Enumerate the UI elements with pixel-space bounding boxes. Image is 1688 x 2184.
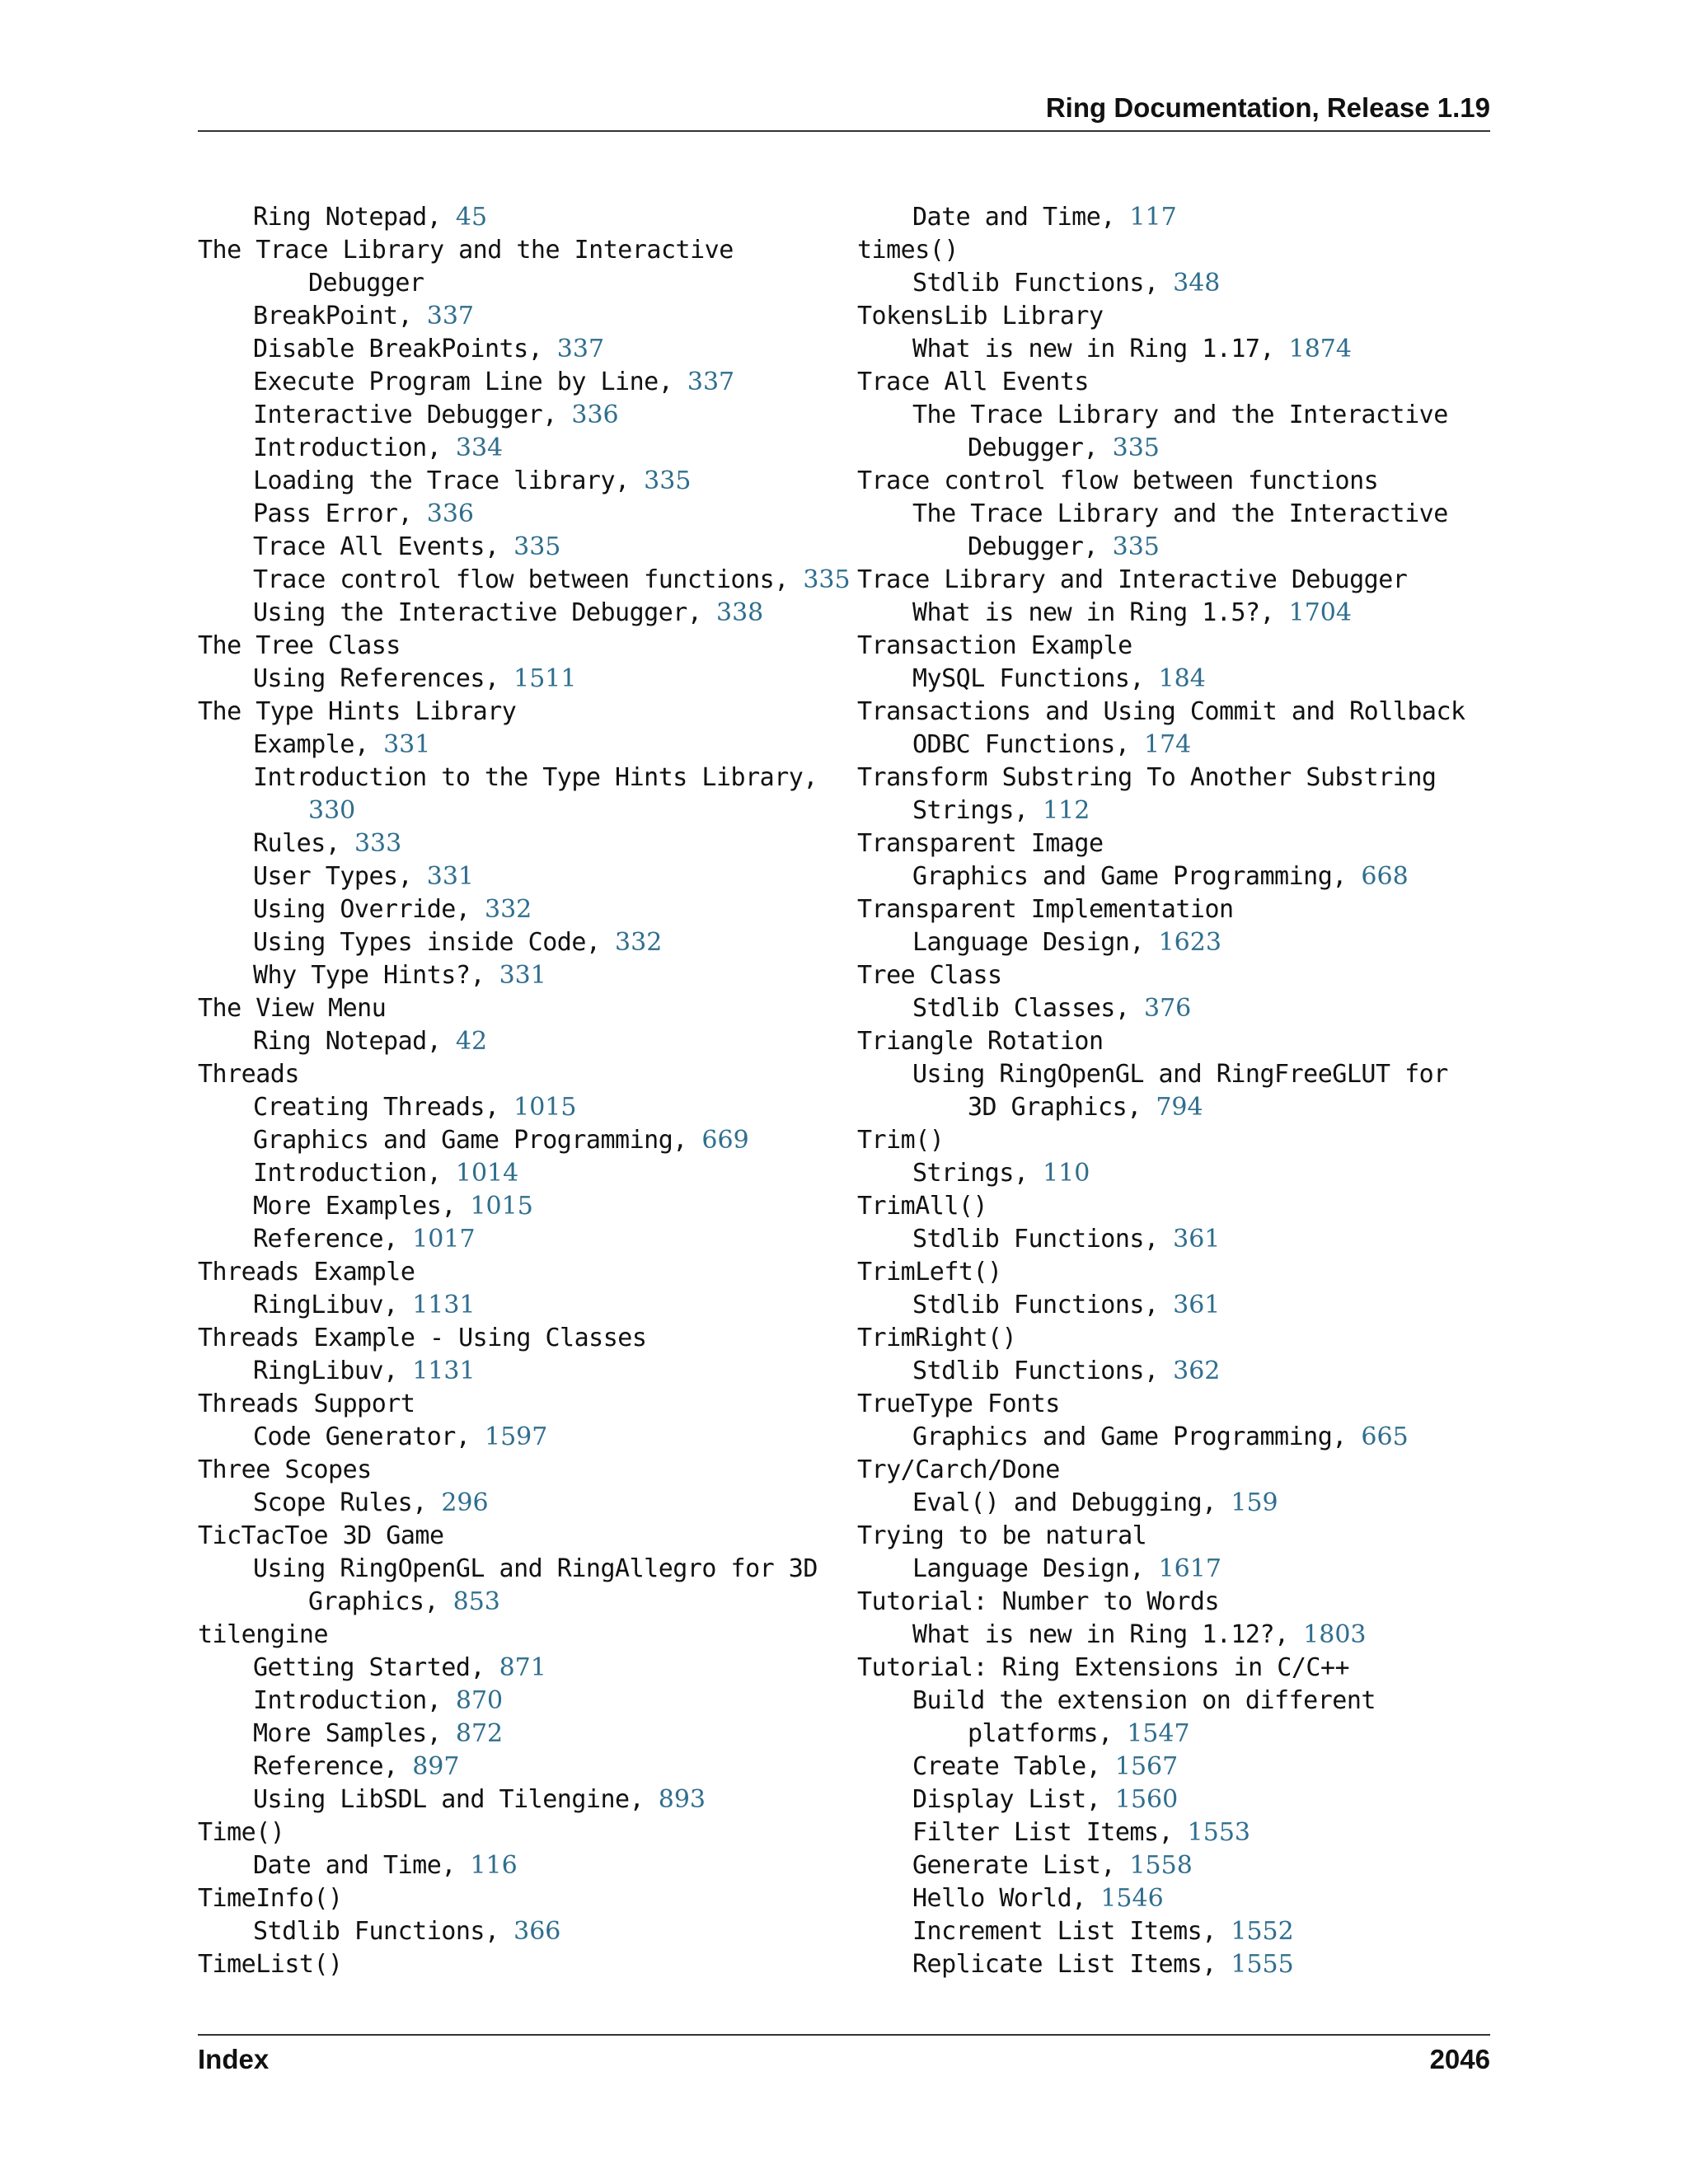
index-entry <box>857 1025 1500 1058</box>
index-subentry: RingLibuv, 1131 <box>253 1357 476 1385</box>
index-term: Triangle Rotation <box>857 1027 1104 1056</box>
index-term: Generate List <box>912 1851 1101 1880</box>
index-term: Date and Time <box>912 203 1101 232</box>
page-reference-link[interactable]: 296 <box>441 1488 489 1517</box>
index-entry-continuation <box>198 794 841 827</box>
index-column-left <box>198 201 851 1981</box>
index-entry <box>857 827 1500 860</box>
index-term: Tutorial: Ring Extensions in C/C++ <box>857 1653 1350 1682</box>
index-subentry: Date and Time, 117 <box>912 203 1177 232</box>
index-subentry: Loading the Trace library, 335 <box>253 466 692 495</box>
index-entry <box>857 1586 1500 1619</box>
index-term: Hello World <box>912 1884 1072 1913</box>
index-term: The Trace Library and the Interactive <box>912 499 1448 528</box>
index-term: Trace control flow between functions <box>857 466 1379 495</box>
page-reference-link[interactable]: 337 <box>687 368 735 396</box>
index-subentry: Code Generator, 1597 <box>253 1422 548 1451</box>
index-subentry: Graphics and Game Programming, 665 <box>912 1422 1409 1451</box>
index-subentry: Getting Started, 871 <box>253 1653 546 1682</box>
index-subentry: Using References, 1511 <box>253 664 577 693</box>
index-subentry: Graphics and Game Programming, 669 <box>253 1126 749 1155</box>
index-term: Threads Example - Using Classes <box>198 1324 647 1352</box>
index-entry-continuation <box>198 267 841 300</box>
page-reference-link[interactable]: 1547 <box>1127 1719 1190 1748</box>
index-entry <box>198 696 841 729</box>
index-subentry: Stdlib Functions, 362 <box>912 1357 1221 1385</box>
page-header-title: Ring Documentation, Release 1.19 <box>1045 92 1490 123</box>
index-entry <box>857 564 1500 597</box>
index-term: Tree Class <box>857 961 1002 990</box>
index-term: What is new in Ring 1.12? <box>912 1620 1275 1649</box>
index-entry <box>198 234 841 267</box>
index-term: Example <box>253 730 354 759</box>
page-reference-link[interactable]: 1015 <box>513 1093 577 1122</box>
index-subentry <box>857 1685 1500 1718</box>
page-reference-link[interactable]: 336 <box>571 401 619 429</box>
index-term: Transaction Example <box>857 631 1132 660</box>
index-term: Stdlib Functions <box>912 1225 1144 1254</box>
index-term: Ring Notepad <box>253 1027 427 1056</box>
index-subentry: Pass Error, 336 <box>253 499 475 528</box>
page-reference-link[interactable]: 376 <box>1144 994 1192 1023</box>
index-subentry: BreakPoint, 337 <box>253 302 475 330</box>
footer-divider <box>198 2034 1490 2036</box>
index-entry <box>857 696 1500 729</box>
index-term: Trying to be natural <box>857 1521 1147 1550</box>
index-term: Graphics <box>308 1587 424 1616</box>
page-reference-link[interactable]: 335 <box>1112 532 1160 561</box>
index-term: Using RingOpenGL and RingAllegro for 3D <box>253 1554 818 1583</box>
page-reference-link[interactable]: 897 <box>412 1752 460 1781</box>
index-subentry: Disable BreakPoints, 337 <box>253 335 605 363</box>
index-term: Reference <box>253 1752 384 1781</box>
index-term: The Trace Library and the Interactive <box>912 401 1448 429</box>
page-reference-link[interactable]: 1017 <box>412 1225 476 1254</box>
page-reference-link[interactable]: 361 <box>1173 1225 1221 1254</box>
index-subentry: Display List, 1560 <box>912 1785 1179 1814</box>
index-subentry: Language Design, 1617 <box>912 1554 1221 1583</box>
index-term: Strings <box>912 796 1014 825</box>
index-term: Debugger <box>968 532 1084 561</box>
page-reference-link[interactable]: 116 <box>470 1851 518 1880</box>
index-term: Introduction <box>253 434 427 462</box>
index-term: TokensLib Library <box>857 302 1104 330</box>
index-term: 3D Graphics <box>968 1093 1128 1122</box>
page-reference-link[interactable]: 330 <box>308 796 356 825</box>
index-term: BreakPoint <box>253 302 398 330</box>
page-reference-link[interactable]: 668 <box>1361 862 1409 891</box>
index-term: platforms <box>968 1719 1099 1748</box>
page-reference-link[interactable]: 332 <box>615 928 663 957</box>
index-entry <box>198 1256 841 1289</box>
page-reference-link[interactable]: 335 <box>644 466 692 495</box>
index-subentry: More Samples, 872 <box>253 1719 504 1748</box>
index-term: Ring Notepad <box>253 203 427 232</box>
index-term: Using References <box>253 664 485 693</box>
index-term: Build the extension on different <box>912 1686 1376 1715</box>
page-reference-link[interactable]: 665 <box>1361 1422 1409 1451</box>
index-term: Trace Library and Interactive Debugger <box>857 565 1408 594</box>
footer-section-label: Index <box>198 2044 270 2074</box>
page-reference-link[interactable]: 1555 <box>1231 1950 1294 1979</box>
index-subentry <box>198 762 841 794</box>
index-term: The Trace Library and the Interactive <box>198 236 734 265</box>
page-reference-link[interactable]: 1553 <box>1187 1818 1251 1847</box>
index-subentry: Language Design, 1623 <box>912 928 1221 957</box>
page-reference-link[interactable]: 366 <box>513 1917 561 1946</box>
index-subentry: Rules, 333 <box>253 829 402 858</box>
index-term: Using Types inside Code <box>253 928 586 957</box>
index-term: Threads <box>198 1060 299 1089</box>
page-reference-link[interactable]: 110 <box>1043 1159 1090 1188</box>
index-subentry: Reference, 1017 <box>253 1225 476 1254</box>
index-term: Stdlib Functions <box>912 1291 1144 1319</box>
index-term: Replicate List Items <box>912 1950 1203 1979</box>
index-subentry <box>857 1058 1500 1091</box>
index-term: Rules <box>253 829 326 858</box>
index-term: Increment List Items <box>912 1917 1203 1946</box>
index-subentry: ODBC Functions, 174 <box>912 730 1192 759</box>
index-subentry: Graphics and Game Programming, 668 <box>912 862 1409 891</box>
page-reference-link[interactable]: 362 <box>1173 1357 1221 1385</box>
index-subentry <box>857 498 1500 531</box>
index-subentry: Ring Notepad, 45 <box>253 203 488 232</box>
index-term: Graphics and Game Programming <box>912 1422 1333 1451</box>
index-entry-continuation: Debugger, 335 <box>968 434 1160 462</box>
index-term: The Type Hints Library <box>198 697 517 726</box>
index-term: Display List <box>912 1785 1086 1814</box>
index-subentry: Execute Program Line by Line, 337 <box>253 368 735 396</box>
index-term: Language Design <box>912 928 1130 957</box>
index-term: TimeList() <box>198 1950 343 1979</box>
page-reference-link[interactable]: 871 <box>499 1653 546 1682</box>
page-reference-link[interactable]: 336 <box>426 499 475 528</box>
index-entry <box>857 1256 1500 1289</box>
index-subentry: Ring Notepad, 42 <box>253 1027 488 1056</box>
page-reference-link[interactable]: 335 <box>1112 434 1160 462</box>
index-term: Stdlib Functions <box>912 1357 1144 1385</box>
index-term: Getting Started <box>253 1653 471 1682</box>
index-term: More Samples <box>253 1719 427 1748</box>
index-entry <box>857 1190 1500 1223</box>
index-subentry: Scope Rules, 296 <box>253 1488 489 1517</box>
footer-page-number: 2046 <box>1429 2044 1490 2074</box>
index-subentry: RingLibuv, 1131 <box>253 1291 476 1319</box>
index-entry <box>198 1619 841 1652</box>
index-term: Transparent Implementation <box>857 895 1234 924</box>
index-entry <box>198 1948 841 1981</box>
page-reference-link[interactable]: 333 <box>354 829 402 858</box>
index-term: Create Table <box>912 1752 1086 1781</box>
page-reference-link[interactable]: 1131 <box>412 1357 476 1385</box>
index-subentry: What is new in Ring 1.17, 1874 <box>912 335 1352 363</box>
index-term: Filter List Items <box>912 1818 1159 1847</box>
index-subentry: Increment List Items, 1552 <box>912 1917 1294 1946</box>
index-term: Using RingOpenGL and RingFreeGLUT for <box>912 1060 1448 1089</box>
index-subentry: More Examples, 1015 <box>253 1192 533 1221</box>
index-subentry: Filter List Items, 1553 <box>912 1818 1251 1847</box>
index-subentry: Stdlib Functions, 361 <box>912 1225 1221 1254</box>
index-term: Tutorial: Number to Words <box>857 1587 1220 1616</box>
index-term: times() <box>857 236 959 265</box>
index-term: RingLibuv <box>253 1357 384 1385</box>
index-term: Why Type Hints? <box>253 961 471 990</box>
index-subentry: MySQL Functions, 184 <box>912 664 1206 693</box>
page-reference-link[interactable]: 335 <box>513 532 561 561</box>
index-term: Trace All Events <box>857 368 1089 396</box>
index-subentry: Strings, 110 <box>912 1159 1090 1188</box>
index-entry <box>857 234 1500 267</box>
index-term: Execute Program Line by Line <box>253 368 659 396</box>
index-subentry: Using LibSDL and Tilengine, 893 <box>253 1785 706 1814</box>
index-term: RingLibuv <box>253 1291 384 1319</box>
page-reference-link[interactable]: 1874 <box>1288 335 1352 363</box>
index-term: More Examples <box>253 1192 442 1221</box>
page-reference-link[interactable]: 335 <box>803 565 851 594</box>
page-reference-link[interactable]: 332 <box>485 895 532 924</box>
page-reference-link[interactable]: 42 <box>455 1027 488 1056</box>
index-term: Stdlib Functions <box>253 1917 485 1946</box>
page-reference-link[interactable]: 870 <box>455 1686 504 1715</box>
index-term: TicTacToe 3D Game <box>198 1521 444 1550</box>
page-reference-link[interactable]: 1546 <box>1100 1884 1164 1913</box>
index-term: The View Menu <box>198 994 387 1023</box>
page-reference-link[interactable]: 1015 <box>470 1192 533 1221</box>
page-reference-link[interactable]: 331 <box>426 862 475 891</box>
index-entry <box>857 1520 1500 1553</box>
index-term: Language Design <box>912 1554 1130 1583</box>
index-subentry: Creating Threads, 1015 <box>253 1093 577 1122</box>
page-reference-link[interactable]: 1597 <box>485 1422 548 1451</box>
page-reference-link[interactable]: 45 <box>455 203 488 232</box>
page-reference-link[interactable]: 1803 <box>1303 1620 1367 1649</box>
index-subentry <box>198 1553 841 1586</box>
header-divider <box>198 130 1490 132</box>
index-subentry: Stdlib Functions, 366 <box>253 1917 561 1946</box>
index-term: Date and Time <box>253 1851 442 1880</box>
page-reference-link[interactable]: 893 <box>658 1785 706 1814</box>
index-subentry: Create Table, 1567 <box>912 1752 1179 1781</box>
index-entry <box>857 465 1500 498</box>
index-term: Stdlib Functions <box>912 269 1144 298</box>
index-subentry: Introduction, 1014 <box>253 1159 519 1188</box>
index-subentry: Stdlib Functions, 361 <box>912 1291 1221 1319</box>
index-term: Transparent Image <box>857 829 1104 858</box>
index-term: TrimAll() <box>857 1192 988 1221</box>
index-subentry: Date and Time, 116 <box>253 1851 518 1880</box>
index-term: Debugger <box>968 434 1084 462</box>
index-term: Graphics and Game Programming <box>253 1126 673 1155</box>
index-term: Time() <box>198 1818 285 1847</box>
index-term: Try/Carch/Done <box>857 1455 1060 1484</box>
index-column-right <box>857 201 1500 1981</box>
index-subentry <box>857 399 1500 432</box>
index-term: Reference <box>253 1225 384 1254</box>
index-entry <box>857 1388 1500 1421</box>
index-entry <box>857 893 1500 926</box>
index-subentry: User Types, 331 <box>253 862 475 891</box>
page-reference-link[interactable]: 184 <box>1158 664 1206 693</box>
page-reference-link[interactable]: 337 <box>556 335 605 363</box>
page-reference-link[interactable]: 1617 <box>1158 1554 1221 1583</box>
index-entry <box>198 1454 841 1487</box>
index-term: Creating Threads <box>253 1093 485 1122</box>
index-entry <box>198 992 841 1025</box>
index-entry-continuation: Debugger, 335 <box>968 532 1160 561</box>
page-reference-link[interactable]: 1131 <box>412 1291 476 1319</box>
index-term: TimeInfo() <box>198 1884 343 1913</box>
index-entry-continuation: Graphics, 853 <box>308 1587 500 1616</box>
index-term: Trace All Events <box>253 532 485 561</box>
index-term: Threads Example <box>198 1258 415 1286</box>
page-reference-link[interactable]: 117 <box>1129 203 1177 232</box>
index-subentry: Reference, 897 <box>253 1752 460 1781</box>
index-term: Using LibSDL and Tilengine <box>253 1785 630 1814</box>
page-reference-link[interactable]: 1558 <box>1129 1851 1193 1880</box>
page-reference-link[interactable]: 1511 <box>513 664 577 693</box>
page-reference-link[interactable]: 338 <box>715 598 764 627</box>
index-subentry: Stdlib Functions, 348 <box>912 269 1221 298</box>
index-term: Scope Rules <box>253 1488 413 1517</box>
index-term: Introduction <box>253 1686 427 1715</box>
index-subentry: Why Type Hints?, 331 <box>253 961 546 990</box>
page-reference-link[interactable]: 853 <box>452 1587 500 1616</box>
page-reference-link[interactable]: 1623 <box>1158 928 1221 957</box>
index-term: Introduction <box>253 1159 427 1188</box>
page-reference-link[interactable]: 331 <box>383 730 431 759</box>
page-reference-link[interactable]: 334 <box>455 434 504 462</box>
index-subentry: Strings, 112 <box>912 796 1090 825</box>
index-entry-continuation: platforms, 1547 <box>968 1719 1190 1748</box>
index-entry <box>857 1124 1500 1157</box>
index-entry <box>857 366 1500 399</box>
index-term: Using the Interactive Debugger <box>253 598 687 627</box>
index-term: Code Generator <box>253 1422 456 1451</box>
index-term: Interactive Debugger <box>253 401 543 429</box>
index-entry <box>857 630 1500 663</box>
index-subentry: Using the Interactive Debugger, 338 <box>253 598 764 627</box>
index-subentry: Eval() and Debugging, 159 <box>912 1488 1278 1517</box>
page-reference-link[interactable]: 361 <box>1173 1291 1221 1319</box>
page-reference-link[interactable]: 1704 <box>1288 598 1352 627</box>
page-reference-link[interactable]: 337 <box>426 302 475 330</box>
index-entry <box>198 1322 841 1355</box>
index-term: Using Override <box>253 895 456 924</box>
index-term: Debugger <box>308 269 424 298</box>
index-term: Eval() and Debugging <box>912 1488 1203 1517</box>
index-term: MySQL Functions <box>912 664 1130 693</box>
index-entry <box>857 1652 1500 1685</box>
index-term: Introduction to the Type Hints Library, <box>253 763 818 792</box>
index-term: Disable BreakPoints <box>253 335 528 363</box>
index-entry <box>857 762 1500 794</box>
page-reference-link[interactable]: 159 <box>1231 1488 1278 1517</box>
index-term: tilengine <box>198 1620 329 1649</box>
index-term: Transactions and Using Commit and Rollback <box>857 697 1465 726</box>
page-reference-link[interactable]: 872 <box>455 1719 504 1748</box>
index-entry <box>198 1520 841 1553</box>
index-subentry: Generate List, 1558 <box>912 1851 1193 1880</box>
index-term: Transform Substring To Another Substring <box>857 763 1437 792</box>
index-subentry: Stdlib Classes, 376 <box>912 994 1192 1023</box>
page-reference-link[interactable]: 1014 <box>455 1159 519 1188</box>
index-subentry: Using Override, 332 <box>253 895 532 924</box>
index-term: What is new in Ring 1.17 <box>912 335 1260 363</box>
index-term: Strings <box>912 1159 1014 1188</box>
index-entry <box>857 1454 1500 1487</box>
index-entry-continuation: 3D Graphics, 794 <box>968 1093 1203 1122</box>
index-term: TrimRight() <box>857 1324 1017 1352</box>
index-entry <box>198 1816 841 1849</box>
page-reference-link[interactable]: 1560 <box>1114 1785 1179 1814</box>
page-reference-link[interactable]: 1567 <box>1114 1752 1179 1781</box>
index-subentry: Trace control flow between functions, 335 <box>253 565 851 594</box>
index-entry <box>198 1882 841 1915</box>
page-reference-link[interactable]: 1552 <box>1231 1917 1294 1946</box>
index-term: Graphics and Game Programming <box>912 862 1333 891</box>
index-term: Pass Error <box>253 499 398 528</box>
page-reference-link[interactable]: 794 <box>1156 1093 1203 1122</box>
index-subentry: What is new in Ring 1.12?, 1803 <box>912 1620 1367 1649</box>
index-term: Trim() <box>857 1126 945 1155</box>
index-subentry: Interactive Debugger, 336 <box>253 401 619 429</box>
index-term: The Tree Class <box>198 631 401 660</box>
index-term: Stdlib Classes <box>912 994 1115 1023</box>
index-subentry: Replicate List Items, 1555 <box>912 1950 1294 1979</box>
index-subentry: Example, 331 <box>253 730 431 759</box>
index-entry <box>198 630 841 663</box>
index-entry <box>198 1058 841 1091</box>
index-term: ODBC Functions <box>912 730 1115 759</box>
index-entry <box>857 300 1500 333</box>
index-term: Loading the Trace library <box>253 466 616 495</box>
index-term: Three Scopes <box>198 1455 372 1484</box>
index-term: What is new in Ring 1.5? <box>912 598 1260 627</box>
index-entry <box>857 959 1500 992</box>
index-term: User Types <box>253 862 398 891</box>
page-reference-link[interactable]: 331 <box>499 961 546 990</box>
index-subentry: Trace All Events, 335 <box>253 532 561 561</box>
page-reference-link[interactable]: 174 <box>1144 730 1192 759</box>
index-term: Trace control flow between functions <box>253 565 775 594</box>
index-term: TrueType Fonts <box>857 1390 1060 1418</box>
index-subentry: What is new in Ring 1.5?, 1704 <box>912 598 1352 627</box>
index-entry <box>857 1322 1500 1355</box>
index-entry <box>198 1388 841 1421</box>
page-reference-link[interactable]: 669 <box>701 1126 749 1155</box>
index-subentry: Hello World, 1546 <box>912 1884 1164 1913</box>
page-reference-link[interactable]: 348 <box>1173 269 1221 298</box>
index-term: Threads Support <box>198 1390 415 1418</box>
page-reference-link[interactable]: 112 <box>1043 796 1090 825</box>
index-term: TrimLeft() <box>857 1258 1002 1286</box>
index-subentry: Introduction, 870 <box>253 1686 504 1715</box>
index-subentry: Using Types inside Code, 332 <box>253 928 663 957</box>
index-subentry: Introduction, 334 <box>253 434 504 462</box>
